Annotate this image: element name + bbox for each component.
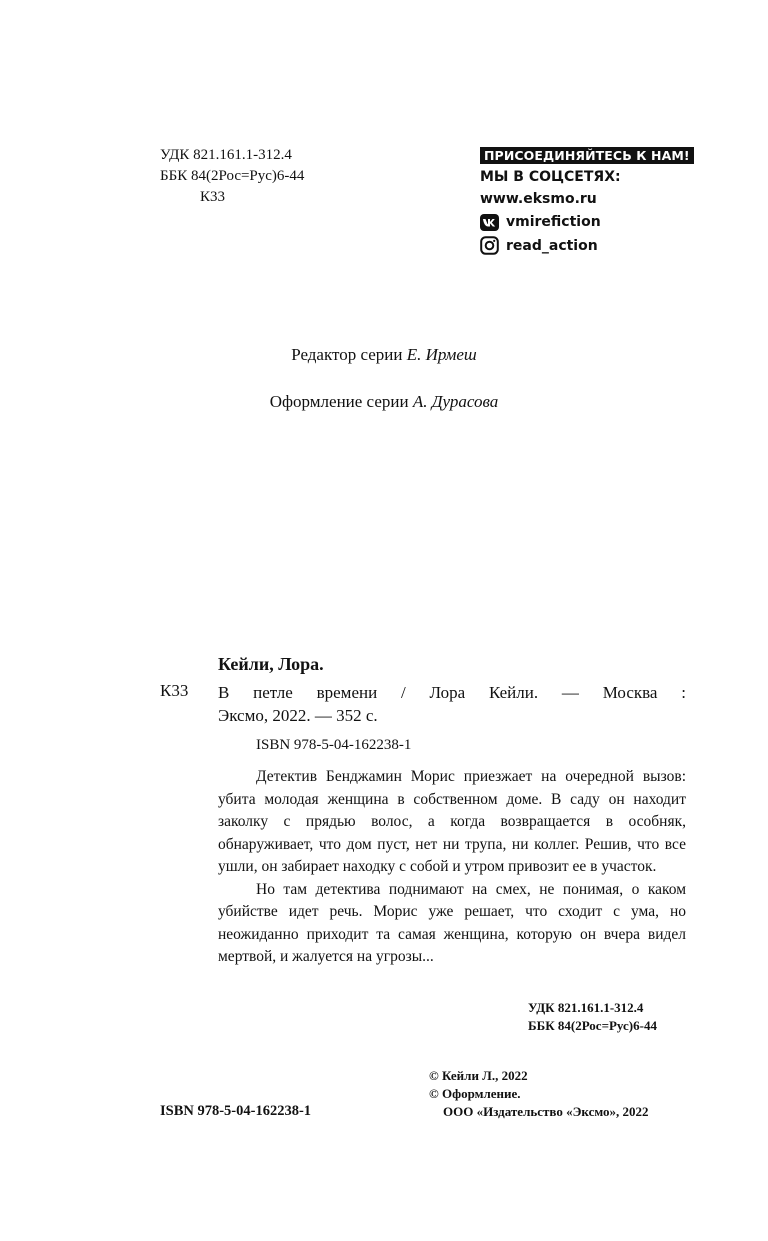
instagram-row[interactable] bbox=[480, 236, 700, 255]
copyright-design: © Оформление. bbox=[429, 1086, 521, 1101]
networks-label: МЫ В СОЦСЕТЯХ: bbox=[480, 169, 621, 185]
footer-isbn: ISBN 978-5-04-162238-1 bbox=[160, 1103, 312, 1119]
website-link[interactable]: www.eksmo.ru bbox=[480, 191, 597, 207]
series-design-name: А. Дурасова bbox=[412, 392, 499, 411]
footer-bbk: ББК 84(2Рос=Рус)6-44 bbox=[528, 1018, 657, 1033]
footer-classification bbox=[528, 999, 657, 1035]
series-editor-name: Е. Ирмеш bbox=[406, 345, 477, 364]
copyright-block bbox=[429, 1067, 649, 1121]
series-editor-line bbox=[0, 345, 768, 365]
vk-row[interactable] bbox=[480, 213, 700, 231]
social-block bbox=[480, 147, 700, 255]
footer-udk: УДК 821.161.1-312.4 bbox=[528, 1000, 644, 1015]
annotation-paragraph-1: Детектив Бенджамин Морис приезжает на очередной вызов: убита молодая женщина в собственном доме. В саду он находит заколку с прядью волос, а когда возвращается в особняк, обнаруживает, что дом пуст, нет ни трупа, ни коллег. Решив, что все ушли, он забирает находку с собой и утром привозит ее в участок. bbox=[218, 768, 686, 875]
author-mark: К33 bbox=[200, 189, 226, 205]
series-design-line bbox=[0, 392, 768, 412]
vk-icon bbox=[480, 214, 499, 231]
instagram-icon bbox=[480, 236, 499, 255]
catalog-isbn: ISBN 978-5-04-162238-1 bbox=[256, 737, 412, 753]
classification-block bbox=[160, 145, 304, 208]
copyright-author: © Кейли Л., 2022 bbox=[429, 1068, 528, 1083]
bbk-code: ББК 84(2Рос=Рус)6-44 bbox=[160, 168, 305, 184]
catalog-author-mark: К33 bbox=[160, 681, 189, 700]
bibliographic-description bbox=[218, 681, 686, 727]
udk-code: УДК 821.161.1-312.4 bbox=[160, 147, 292, 163]
bib-line-2: Эксмо, 2022. — 352 с. bbox=[218, 706, 378, 725]
catalog-author: Кейли, Лора. bbox=[218, 654, 324, 674]
bib-line-1: В петле времени / Лора Кейли. — Москва : bbox=[218, 683, 686, 702]
join-us-banner: ПРИСОЕДИНЯЙТЕСЬ К НАМ! bbox=[480, 147, 694, 164]
publisher: ООО «Издательство «Эксмо», 2022 bbox=[443, 1104, 649, 1119]
series-editor-label: Редактор серии bbox=[291, 345, 403, 364]
vk-handle: vmirefiction bbox=[506, 214, 601, 230]
annotation-paragraph-2: Но там детектива поднимают на смех, не понимая, о каком убийстве идет речь. Морис уже решает, что сходит с ума, но неожиданно приходит та самая женщина, которую он вчера видел мертвой, и жалуется на угрозы... bbox=[218, 880, 686, 965]
series-design-label: Оформление серии bbox=[269, 392, 409, 411]
instagram-handle: read_action bbox=[506, 237, 598, 254]
annotation bbox=[218, 766, 686, 969]
